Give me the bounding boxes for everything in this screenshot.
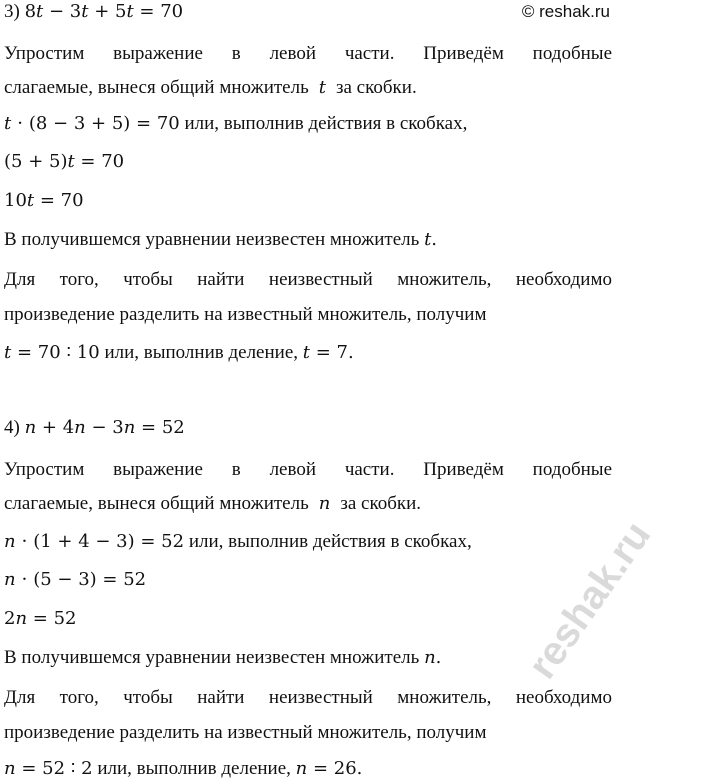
problem4-equation: 𝑛 + 4𝑛 − 3𝑛 = 52 (24, 417, 185, 438)
problem3-final-math1: 𝑡 = 70 ∶ 10 (4, 342, 100, 363)
problem3-variable: 𝑡 (318, 77, 326, 98)
problem3-rule-line2: произведение разделить на известный множитель, получим (4, 304, 487, 325)
problem4-final-math1: 𝑛 = 52 ∶ 2 (4, 758, 93, 779)
problem4-step2: 𝑛 ⋅ (5 − 3) = 52 (4, 569, 147, 590)
problem3-intro-line2 (4, 76, 612, 100)
problem3-unknown-var: 𝑡. (424, 229, 438, 250)
problem3-heading (4, 0, 612, 24)
problem4-heading (4, 416, 612, 440)
problem4-step1 (4, 530, 612, 554)
problem3-number: 3) (4, 1, 20, 22)
problem3-rule-line1: Для того, чтобы найти неизвестный множитель, необходимо (4, 269, 612, 290)
problem3-unknown-text: В получившемся уравнении неизвестен множитель (4, 229, 420, 250)
problem3-unknown (4, 228, 612, 252)
problem3-final (4, 341, 612, 365)
problem4-number: 4) (4, 417, 20, 438)
problem4-final-text: или, выполнив деление, (97, 758, 291, 779)
problem4-step1-math: 𝑛 ⋅ (1 + 4 − 3) = 52 (4, 531, 185, 552)
problem3-final-text: или, выполнив деление, (104, 342, 298, 363)
problem4-unknown (4, 646, 612, 670)
problem3-intro-line1: Упростим выражение в левой части. Приведём подобные (4, 43, 612, 64)
problem4-step3: 2𝑛 = 52 (4, 608, 77, 629)
problem4-intro-text: слагаемые, вынеся общий множитель (4, 493, 309, 514)
problem4-intro-line1: Упростим выражение в левой части. Приведём подобные (4, 459, 612, 480)
problem4-final (4, 757, 612, 781)
problem3-step1-text: или, выполнив действия в скобках, (184, 113, 468, 134)
problem4-unknown-text: В получившемся уравнении неизвестен множитель (4, 647, 420, 668)
problem3-final-math2: 𝑡 = 7. (302, 342, 354, 363)
problem4-rule-line1: Для того, чтобы найти неизвестный множитель, необходимо (4, 687, 612, 708)
problem4-unknown-var: 𝑛. (424, 647, 442, 668)
problem4-intro-end: за скобки. (340, 493, 422, 514)
problem3-intro-text: слагаемые, вынеся общий множитель (4, 77, 309, 98)
problem3-intro-end: за скобки. (335, 77, 417, 98)
watermark-text: reshak.ru (519, 513, 660, 687)
site-label: © reshak.ru (521, 2, 610, 21)
problem3-step1 (4, 112, 612, 136)
problem4-final-math2: 𝑛 = 26. (295, 758, 363, 779)
problem4-intro-line2 (4, 492, 612, 516)
problem3-step1-math: 𝑡 ⋅ (8 − 3 + 5) = 70 (4, 113, 180, 134)
problem3-equation: 8𝑡 − 3𝑡 + 5𝑡 = 70 (24, 1, 184, 22)
problem3-step2: (5 + 5)𝑡 = 70 (4, 151, 125, 172)
problem3-step3: 10𝑡 = 70 (4, 190, 84, 211)
problem4-step1-text: или, выполнив действия в скобках, (188, 531, 472, 552)
problem4-rule-line2: произведение разделить на известный множитель, получим (4, 722, 487, 743)
problem4-variable: 𝑛 (318, 493, 331, 514)
